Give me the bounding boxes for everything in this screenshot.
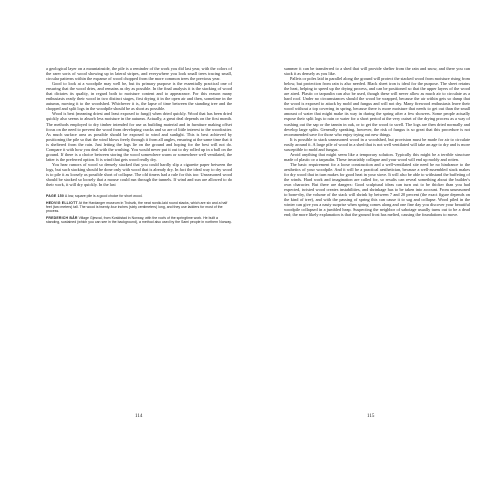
caption-text: A low, square pile is a good choice for short wood. — [64, 194, 143, 199]
right-paragraph: summer it can be transferred to a shed that will provide shelter from the rain and snow, and there you can stack it as densely as you like. — [284, 66, 470, 77]
right-page-number: 115 — [367, 414, 375, 419]
left-page-captions — [46, 194, 232, 224]
left-paragraph: Good to look at a woodpile may well be, but its primary purpose is the essentially practical one of ensuring that the wood dries, and remains as dry as possible. In the final analysis it is the stacking of wood that dictates its quality, in regard both to moisture content and to appearance. For this reason many enthusiasts ready their wood in two distinct stages, first drying it in the open air and then, sometime in the autumn, moving it to the woodshed. Whichever it is, the lapse of time between the standing tree and the chopped and split logs in the woodpile should be as short as possible. — [46, 81, 232, 112]
left-paragraph: You hear rumors of wood so densely stacked that you could hardly slip a cigarette paper between the logs, but such stacking should be done only with wood that is already dry. In fact the ideal way to dry wood is to pile it as loosely as possible short of collapse. The old timers had a rule for this too: Unseasoned wood should be stacked so loosely that a mouse could run through the tunnels. If wind and sun are allowed to do their work, it will dry quickly. In the last — [46, 161, 232, 188]
right-page — [284, 66, 470, 217]
right-paragraph: The basic requirement for a loose construction and a well-ventilated site need be no hindrance to the aesthetics of your woodpile. And it will be a practical aesthetician, because a well-assembled stack makes for dry wood that in turn makes for good heat in your stove. It will also be able to withstand the buffeting of the winds. Hard work and imagination are called for, so results can reveal something about the builder's own character. But there are dangers: Good sculptural ideas can turn out to be thicker than you had expected, twisted wood creates instabilities, and shrinkage has to be taken into account. From unseasoned to bone-dry, the volume of the stack will shrink by between 7 and 20 percent (the exact figure depends on the kind of tree), and with the passing of spring this can cause it to sag and collapse. Wood piled in the winter can give you a nasty surprise when spring comes along and one fine day you discover your beautiful woodpile collapsed in a jumbled heap. Suspecting the neighbor of sabotage usually turns out to be a dead end; the more likely explanation is that the ground frost has melted, causing the foundations to move. — [284, 161, 470, 218]
right-paragraph: It is possible to stack unseasoned wood in a woodshed, but provision must be made for air to circulate easily around it. A large pile of wood in a shed that is not well ventilated will take an age to dry and is more susceptible to mold and fungus. — [284, 136, 470, 152]
left-paragraph: a geological layer on a mountainside, the pile is a reminder of the work you did last year, with the colors of the rarer sorts of wood showing up in lateral stripes, and everywhere you look small trees tracing small, circular patterns within the expanse of wood chopped from the more common trees the previous year. — [46, 66, 232, 82]
right-paragraph: Avoid anything that might seem like a temporary solution. Typically this might be a terrible structure made of plastic or a tarpaulin. These invariably collapse and your wood will end up moldy and rotten. — [284, 151, 470, 162]
caption-tag: FREDERICH BÅR — [46, 215, 78, 220]
left-page — [46, 66, 232, 227]
caption-item — [46, 201, 232, 214]
caption-tag: PAGE 150 — [46, 194, 65, 199]
right-paragraph: Pallets or poles laid in parallel along the ground will protect the stacked wood from moisture rising from below, but protection from rain is also needed. Black sheet iron is ideal for the purpose. The sheet retains the heat, helping to speed up the drying process, and can be positioned so that the upper layers of the wood are aired. Plastic or tarpaulin can also be used, though these will never allow as much air to circulate as a hard roof. Under no circumstances should the wood be wrapped, because the air within gets so damp that the wood is exposed to attack by mold and fungus and will not dry. Many firewood enthusiasts leave their wood without a top covering in spring, because there is more moisture that needs to get out than the small amount of water that might make its way in during the spring after a few showers. Some people actually expose their split logs to rain or water for a short period at the very outset of the drying process as a way of washing out the sap or the tannin in oak, or to get the wood to swell. The logs are then dried normally and develop large splits. Generally speaking, however, the risk of fungus is so great that this procedure is not recommended save for those who enjoy trying out new things. — [284, 76, 470, 137]
left-page-number: 114 — [135, 414, 143, 419]
right-page-body — [284, 66, 470, 217]
caption-text: Village Gjesval, from Kvaldstad in Norway, with the roofs of the springtime work. He built a standing, sustained (which you can see in the background), a method also used by the Sami people in northern Norway. — [46, 215, 232, 225]
caption-tag: HEDVIG ELLIOTT — [46, 200, 78, 205]
caption-item — [46, 194, 232, 198]
left-page-body — [46, 66, 232, 187]
caption-text: At the Hardanger museum in Trolsvik, the neat nordic-laid round stacks, which are six and a half feet (two meters) tall. The wood is twenty-four inches (sixty centimeters) long, and they use ladders for most of the process. — [46, 200, 228, 214]
caption-item — [46, 216, 232, 225]
left-paragraph: Wood is best (meaning driest and least exposed to fungi) when dried quickly. Wood that has been dried quickly also seems to absorb less moisture in the autumn. Actually, a great deal depends on the first month. The methods employed to dry timber intended for use as building material and in furniture making offset focus on the need to prevent the wood from developing cracks and so are of little interest to the woodcutter. As much surface area as possible should be exposed to wind and sunlight. This is best achieved by positioning the pile so that the wind blows freely through it from all angles, ensuring at the same time that it is sheltered from the rain. Just letting the logs lie on the ground and hoping for the best will not do. Compare it with how you deal with the washing. You would never put it out to dry rolled up in a ball on the ground. If there is a choice between storing the wood somewhere warm or somewhere well ventilated, the latter is the preferred option. It is wind that gets wood really dry. — [46, 111, 232, 162]
